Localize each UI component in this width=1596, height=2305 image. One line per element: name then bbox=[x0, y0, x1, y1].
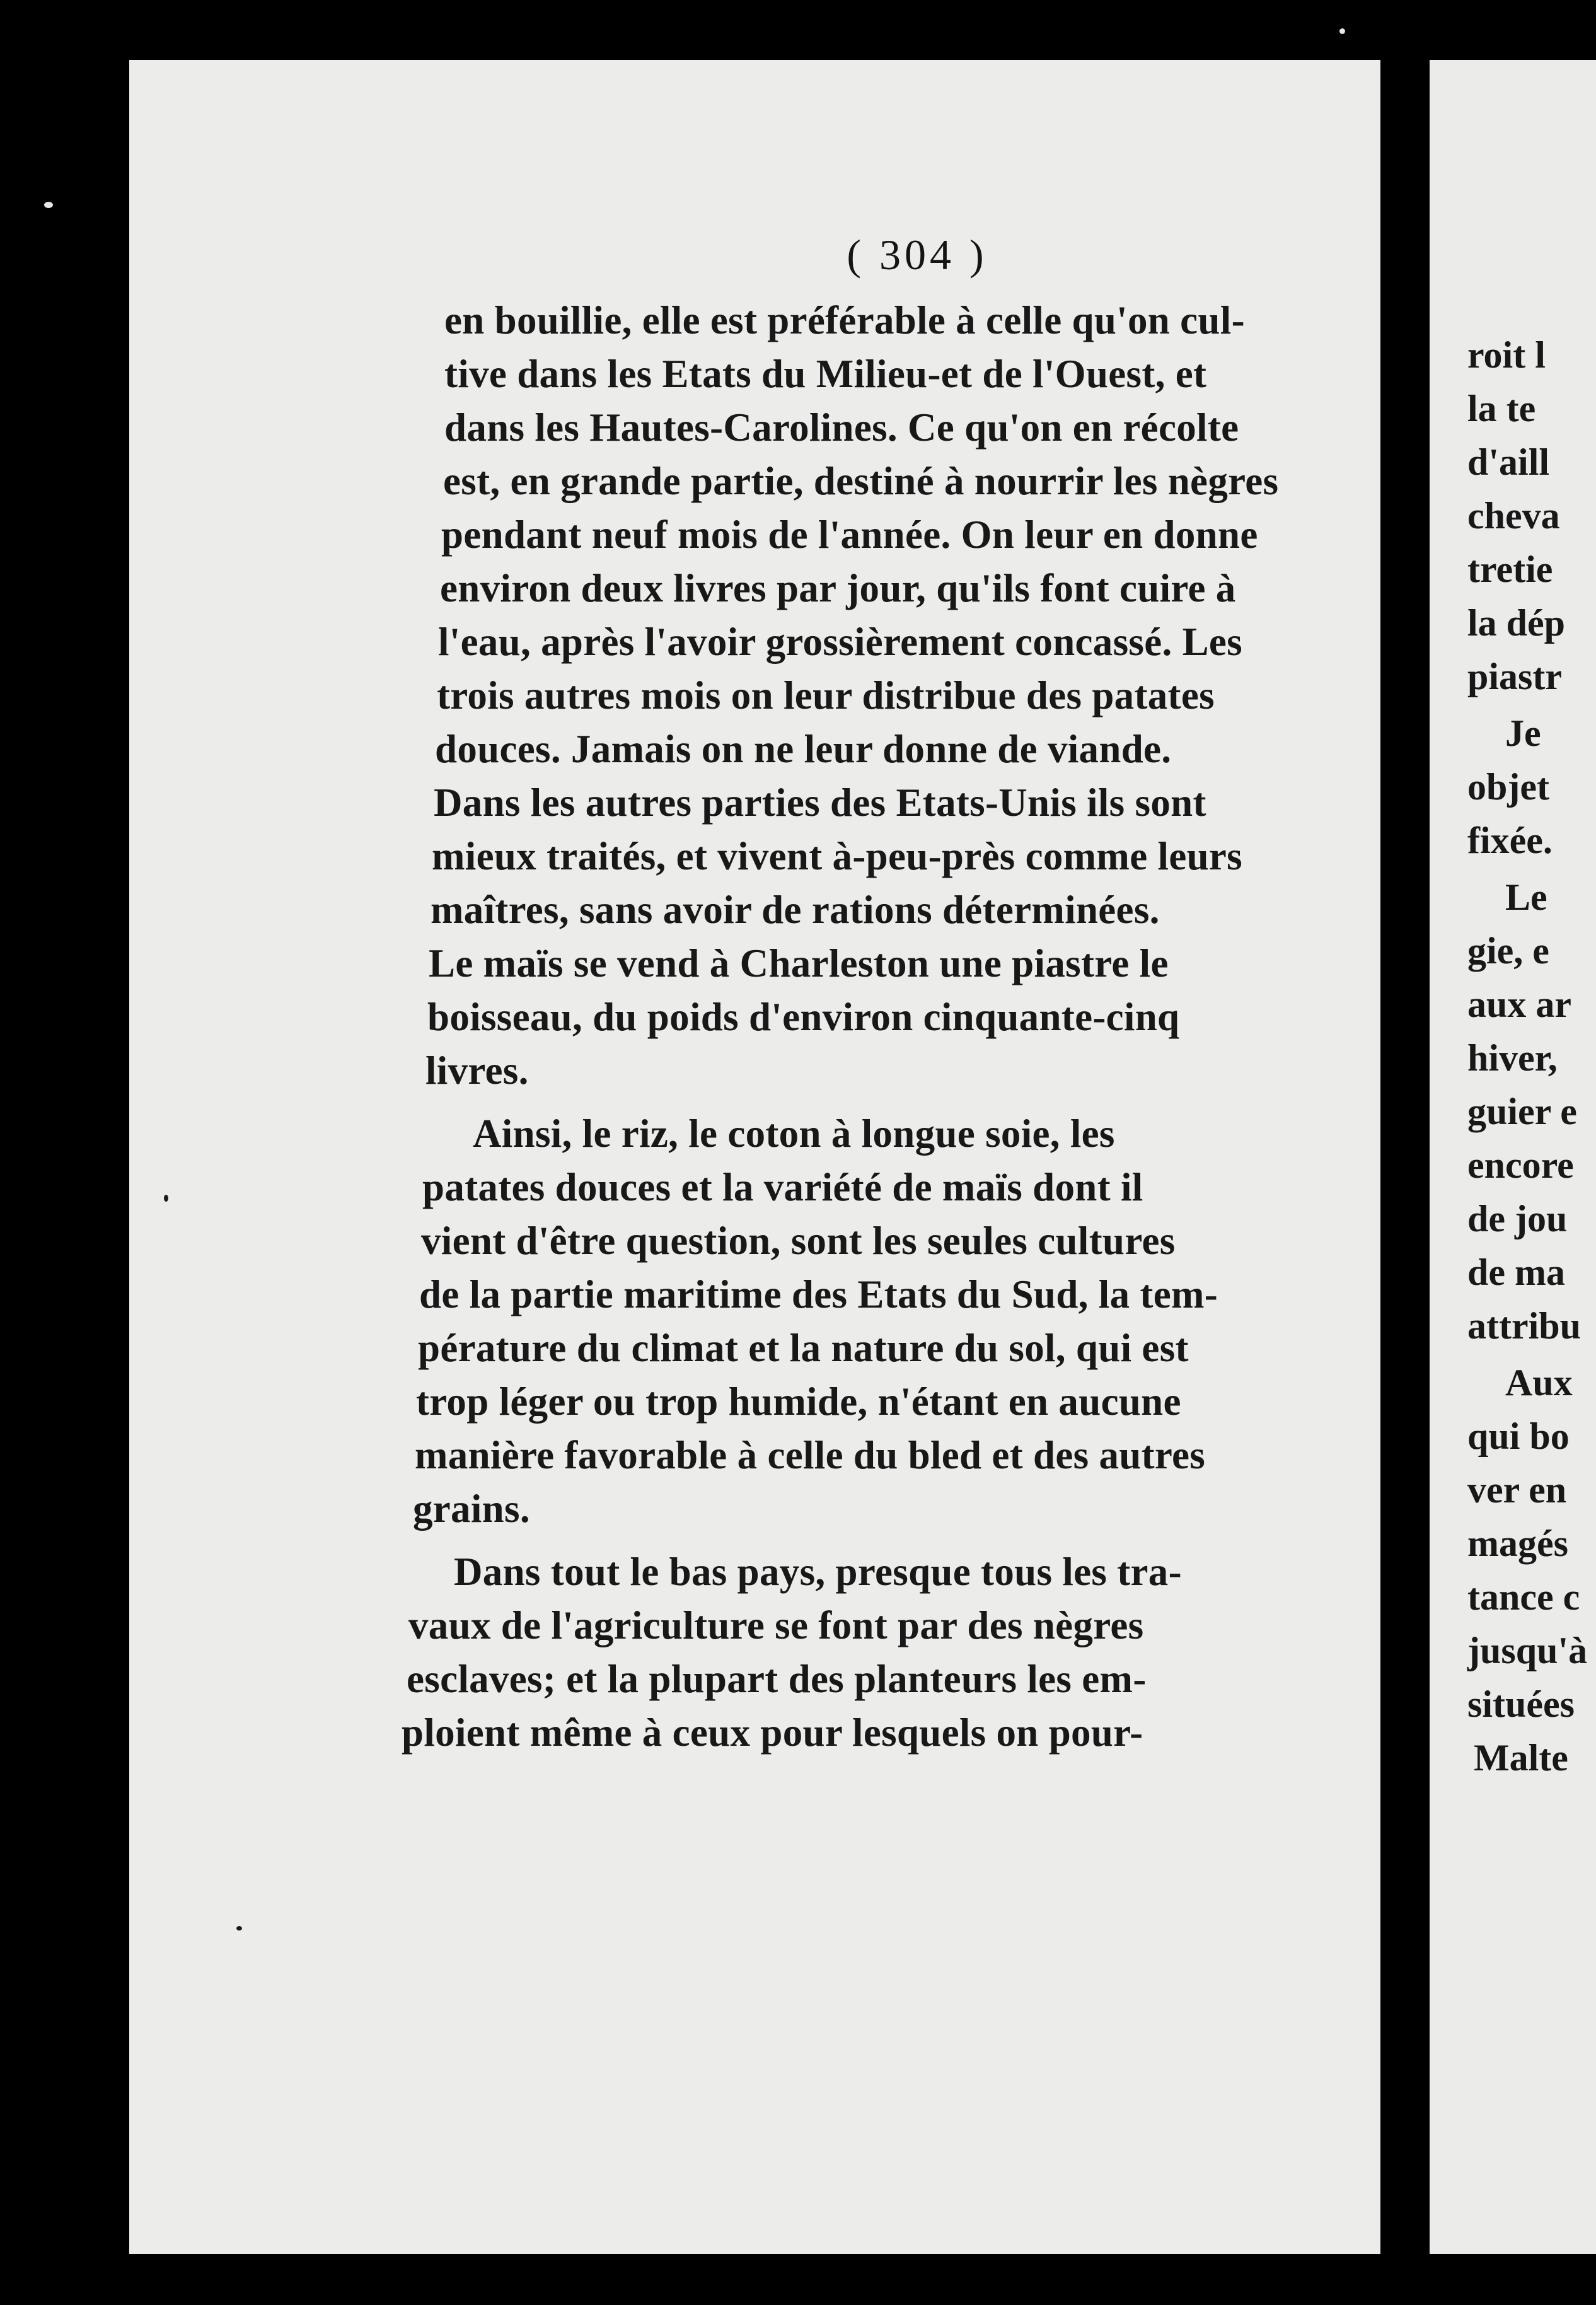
text-line: maîtres, sans avoir de rations déterminées. bbox=[431, 888, 1160, 932]
text-line: dans les Hautes-Carolines. Ce qu'on en récolte bbox=[444, 405, 1239, 450]
text-line: grains. bbox=[413, 1487, 530, 1531]
text-line: situées bbox=[1467, 1683, 1575, 1725]
text-line: mieux traités, et vivent à-peu-près comme leurs bbox=[432, 834, 1243, 878]
text-line: guier e bbox=[1467, 1091, 1577, 1132]
text-line: piastr bbox=[1467, 656, 1562, 697]
text-line: la dép bbox=[1467, 602, 1566, 644]
ink-speck bbox=[236, 1926, 242, 1931]
ink-speck bbox=[164, 1195, 168, 1202]
text-line: qui bo bbox=[1467, 1415, 1570, 1457]
text-line: Le maïs se vend à Charleston une piastre le bbox=[429, 941, 1169, 985]
text-line: vient d'être question, sont les seules cultures bbox=[421, 1219, 1176, 1263]
text-line: l'eau, après l'avoir grossièrement concassé. Les bbox=[438, 620, 1242, 664]
text-line: Malte bbox=[1474, 1737, 1568, 1779]
text-line: Aux bbox=[1505, 1362, 1573, 1403]
text-line: est, en grande partie, destiné à nourrir les nègres bbox=[443, 459, 1279, 503]
text-line: encore bbox=[1467, 1144, 1574, 1186]
page-number: ( 304 ) bbox=[847, 231, 988, 279]
ink-speck bbox=[44, 202, 53, 208]
text-line: pendant neuf mois de l'année. On leur en donne bbox=[441, 513, 1258, 557]
text-line: douces. Jamais on ne leur donne de viande. bbox=[435, 727, 1172, 771]
text-line: de la partie maritime des Etats du Sud, la tem- bbox=[419, 1272, 1218, 1316]
text-line: Dans les autres parties des Etats-Unis ils sont bbox=[434, 781, 1206, 825]
text-line: gie, e bbox=[1467, 930, 1549, 972]
text-line: environ deux livres par jour, qu'ils font cuire à bbox=[440, 566, 1236, 610]
text-line: d'aill bbox=[1467, 441, 1550, 483]
text-line: en bouillie, elle est préférable à celle qu'on cul- bbox=[444, 298, 1245, 342]
text-line: trop léger ou trop humide, n'étant en aucune bbox=[416, 1379, 1181, 1424]
text-line: esclaves; et la plupart des planteurs les em- bbox=[407, 1657, 1147, 1701]
text-line: Je bbox=[1505, 712, 1541, 754]
text-line: hiver, bbox=[1467, 1037, 1558, 1079]
text-line: roit l bbox=[1467, 334, 1546, 376]
text-line: tance c bbox=[1467, 1576, 1580, 1618]
text-line: attribu bbox=[1467, 1305, 1581, 1347]
text-line: vaux de l'agriculture se font par des nègres bbox=[408, 1603, 1144, 1647]
text-line: Dans tout le bas pays, presque tous les tra- bbox=[454, 1550, 1182, 1594]
text-line: boisseau, du poids d'environ cinquante-cinq bbox=[427, 995, 1180, 1039]
text-line: de ma bbox=[1467, 1251, 1565, 1293]
text-line: Le bbox=[1505, 876, 1547, 918]
text-line: patates douces et la variété de maïs dont il bbox=[422, 1165, 1143, 1209]
text-line: manière favorable à celle du bled et des autres bbox=[415, 1433, 1206, 1477]
text-line: de jou bbox=[1467, 1198, 1568, 1240]
text-line: magés bbox=[1467, 1523, 1568, 1564]
text-line: ver en bbox=[1467, 1469, 1567, 1511]
text-line: la te bbox=[1467, 388, 1536, 429]
text-line: pérature du climat et la nature du sol, qui est bbox=[418, 1326, 1189, 1370]
text-line: tretie bbox=[1467, 549, 1553, 590]
text-line: Ainsi, le riz, le coton à longue soie, les bbox=[473, 1112, 1115, 1156]
text-line: fixée. bbox=[1467, 820, 1553, 861]
text-line: trois autres mois on leur distribue des patates bbox=[437, 673, 1215, 717]
ink-speck bbox=[1339, 28, 1345, 34]
left-page bbox=[129, 60, 1380, 2254]
text-line: ploient même à ceux pour lesquels on pour- bbox=[402, 1710, 1143, 1755]
text-line: cheva bbox=[1467, 495, 1560, 537]
right-page bbox=[1430, 60, 1596, 2254]
text-line: tive dans les Etats du Milieu-et de l'Ouest, et bbox=[444, 352, 1207, 396]
text-line: objet bbox=[1467, 766, 1549, 808]
text-line: jusqu'à bbox=[1467, 1630, 1588, 1671]
text-line: livres. bbox=[425, 1048, 529, 1093]
text-line: aux ar bbox=[1467, 984, 1571, 1025]
